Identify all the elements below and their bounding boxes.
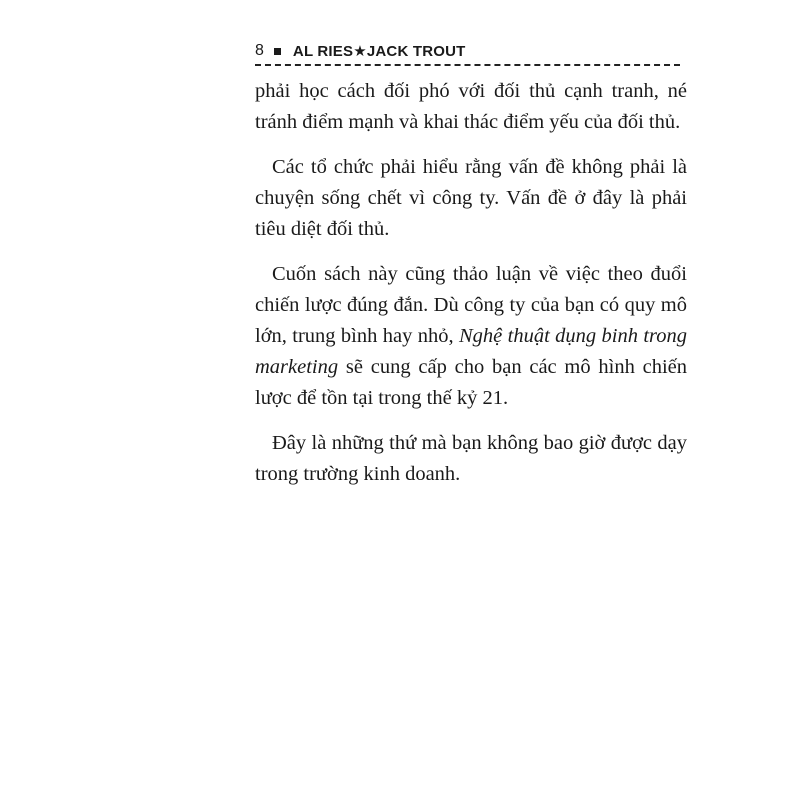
book-title-italic: Nghệ thuật dụng binh trong marketing	[255, 325, 687, 378]
paragraph-4: Đây là những thứ mà bạn không bao giờ được dạy trong trường kinh doanh.	[255, 432, 687, 485]
paragraph-3	[255, 259, 687, 414]
body-text	[255, 76, 687, 504]
square-bullet-icon	[274, 48, 281, 55]
paragraph-2: Các tổ chức phải hiểu rằng vấn đề không phải là chuyện sống chết vì công ty. Vấn đề ở đây là phải tiêu diệt đối thủ.	[255, 156, 687, 240]
running-header	[255, 38, 680, 64]
header-authors: AL RIES★JACK TROUT	[292, 43, 466, 60]
paragraph-3-tail: sẽ cung cấp cho bạn các mô hình chiến lược để tồn tại trong thế kỷ 21.	[255, 356, 687, 409]
paragraph-1: phải học cách đối phó với đối thủ cạnh tranh, né tránh điểm mạnh và khai thác điểm yếu của đối thủ.	[255, 80, 687, 133]
page-number: 8	[255, 42, 264, 59]
header-divider	[255, 64, 680, 66]
paragraph-3-lead: Cuốn sách này cũng thảo luận về việc theo đuổi chiến lược đúng đắn. Dù công ty của bạn có quy mô lớn, trung bình hay nhỏ,	[255, 263, 687, 347]
